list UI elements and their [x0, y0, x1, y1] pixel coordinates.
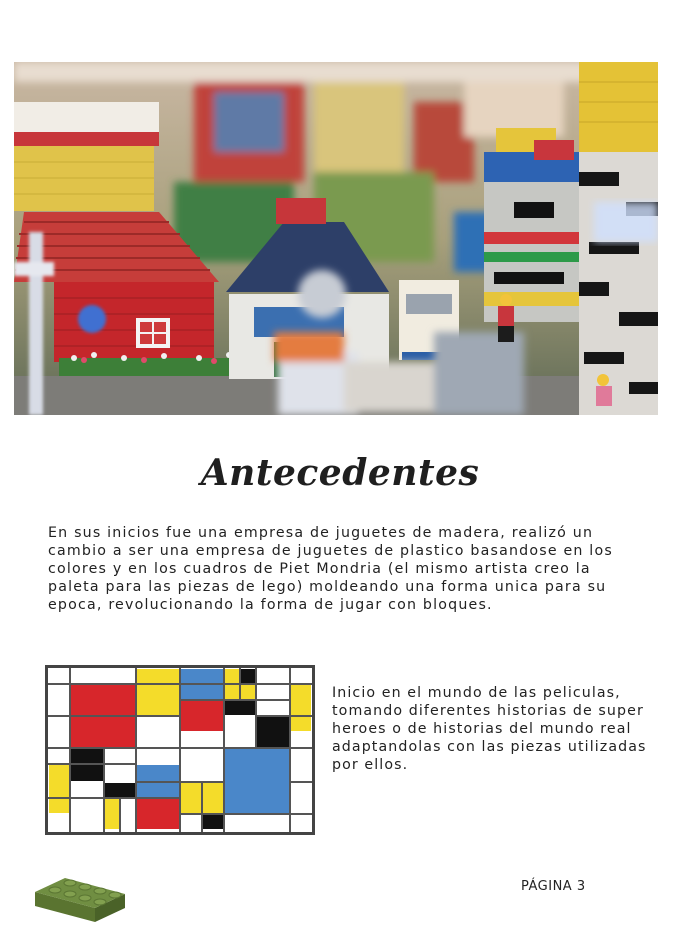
- mondrian-composition: [45, 665, 315, 835]
- green-lego-brick: [33, 864, 127, 924]
- page-title: Antecedentes: [200, 452, 480, 494]
- intro-paragraph: En sus inicios fue una empresa de juguetes de madera, realizó un cambio a ser una empresa de juguetes de plastico basandose en los colores y en los cuadros de Piet Mondria (el mismo artista creo la paleta para las piezas de lego) moldeando una forma unica para su epoca, revolucionando la forma de jugar con bloques.: [48, 525, 613, 613]
- movies-paragraph: Inicio en el mundo de las peliculas, tomando diferentes historias de super heroes o de historias del mundo real adaptandolas con las piezas utilizadas por ellos.: [332, 685, 647, 773]
- page-number: PÁGINA 3: [521, 879, 586, 894]
- lego-city-photo: [14, 62, 658, 415]
